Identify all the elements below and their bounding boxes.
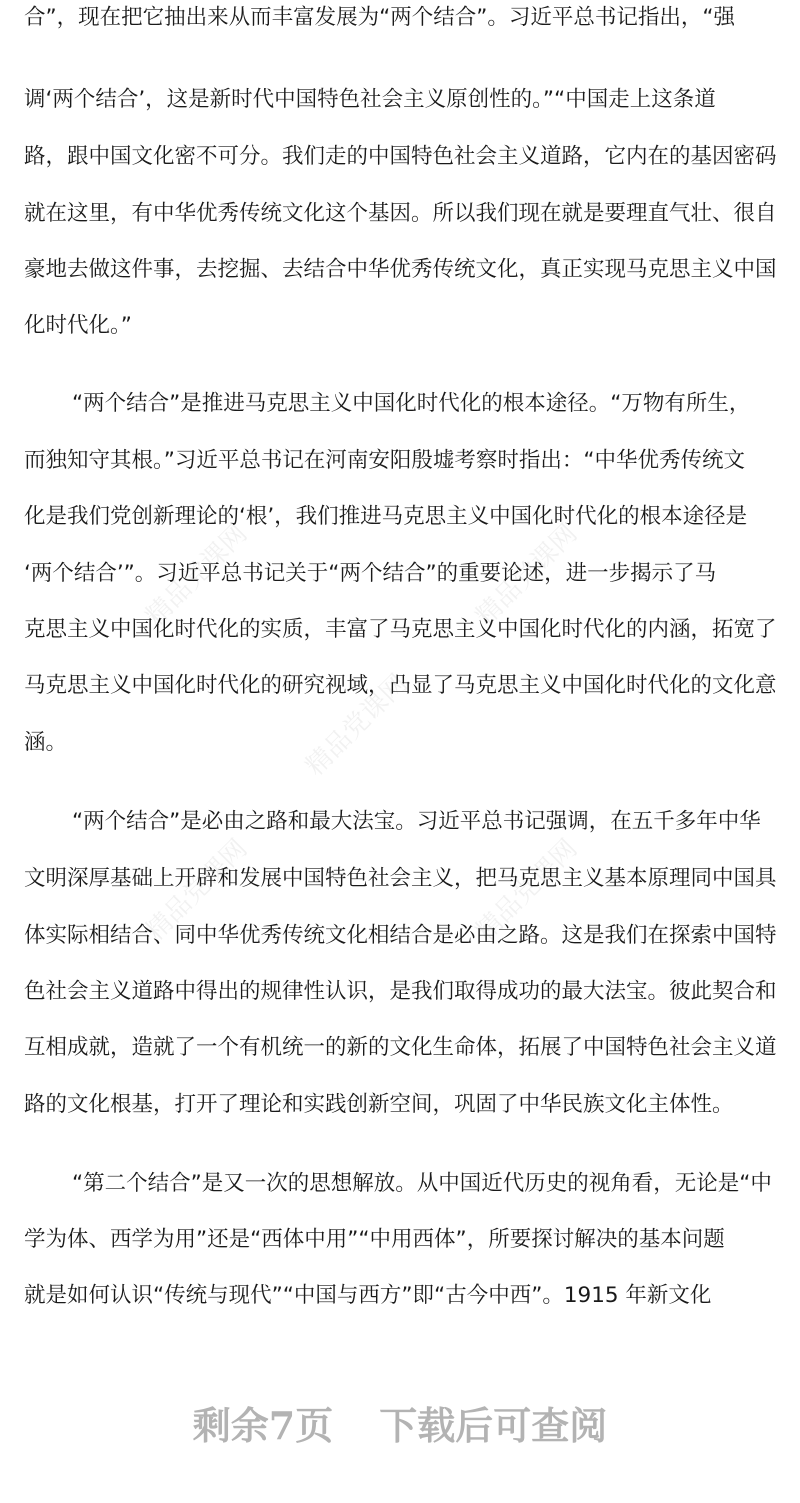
- text-line: 就在这里，有中华优秀传统文化这个基因。所以我们现在就是要理直气壮、很自: [24, 201, 777, 226]
- watermark-text: 精品党课网: [140, 833, 254, 947]
- text-line: 就是如何认识“传统与现代”“中国与西方”即“古今中西”。1915 年新文化: [24, 1283, 712, 1308]
- text-line: 学为体、西学为用”还是“西体中用”“中用西体”，所要探讨解决的基本问题: [24, 1227, 725, 1252]
- text-line: 合”，现在把它抽出来从而丰富发展为“两个结合”。习近平总书记指出，“强: [24, 5, 736, 30]
- text-line: 路，跟中国文化密不可分。我们走的中国特色社会主义道路，它内在的基因密码: [24, 144, 777, 169]
- watermark-text: 精品党课网: [470, 518, 584, 632]
- text-line: 路的文化根基，打开了理论和实践创新空间，巩固了中华民族文化主体性。: [24, 1092, 734, 1117]
- text-line: “两个结合”是推进马克思主义中国化时代化的根本途径。“万物有所生，: [72, 391, 751, 416]
- text-line: 豪地去做这件事，去挖掘、去结合中华优秀传统文化，真正实现马克思主义中国: [24, 257, 777, 282]
- remaining-pages-label: 剩余7页: [192, 1403, 334, 1448]
- text-line: 克思主义中国化时代化的实质，丰富了马克思主义中国化时代化的内涵，拓宽了: [24, 617, 777, 642]
- text-line: 马克思主义中国化时代化的研究视域，凸显了马克思主义中国化时代化的文化意: [24, 673, 777, 698]
- text-line: 互相成就，造就了一个有机统一的新的文化生命体，拓展了中国特色社会主义道: [24, 1035, 777, 1060]
- text-line: “第二个结合”是又一次的思想解放。从中国近代历史的视角看，无论是“中: [72, 1171, 772, 1196]
- text-line: 化是我们党创新理论的‘根’，我们推进马克思主义中国化时代化的根本途径是: [24, 504, 748, 529]
- watermark-text: 精品党课网: [140, 518, 254, 632]
- text-line: 色社会主义道路中得出的规律性认识，是我们取得成功的最大法宝。彼此契合和: [24, 979, 777, 1004]
- text-line: 涵。: [24, 730, 68, 755]
- watermark-text: 精品党课网: [300, 668, 414, 782]
- text-line: 体实际相结合、同中华优秀传统文化相结合是必由之路。这是我们在探索中国特: [24, 923, 777, 948]
- text-line: 而独知守其根。”习近平总书记在河南安阳殷墟考察时指出：“中华优秀传统文: [24, 448, 746, 473]
- remaining-pages-notice[interactable]: [0, 1396, 800, 1456]
- watermark-text: 精品党课网: [470, 833, 584, 947]
- text-line: 文明深厚基础上开辟和发展中国特色社会主义，把马克思主义基本原理同中国具: [24, 866, 777, 891]
- text-line: 调‘两个结合’，这是新时代中国特色社会主义原创性的。”“中国走上这条道: [24, 87, 716, 112]
- download-to-view-label: 下载后可查阅: [379, 1403, 608, 1448]
- text-line: “两个结合”是必由之路和最大法宝。习近平总书记强调，在五千多年中华: [72, 809, 761, 834]
- text-line: ‘两个结合’”。习近平总书记关于“两个结合”的重要论述，进一步揭示了马: [24, 561, 717, 586]
- text-line: 化时代化。”: [24, 313, 132, 338]
